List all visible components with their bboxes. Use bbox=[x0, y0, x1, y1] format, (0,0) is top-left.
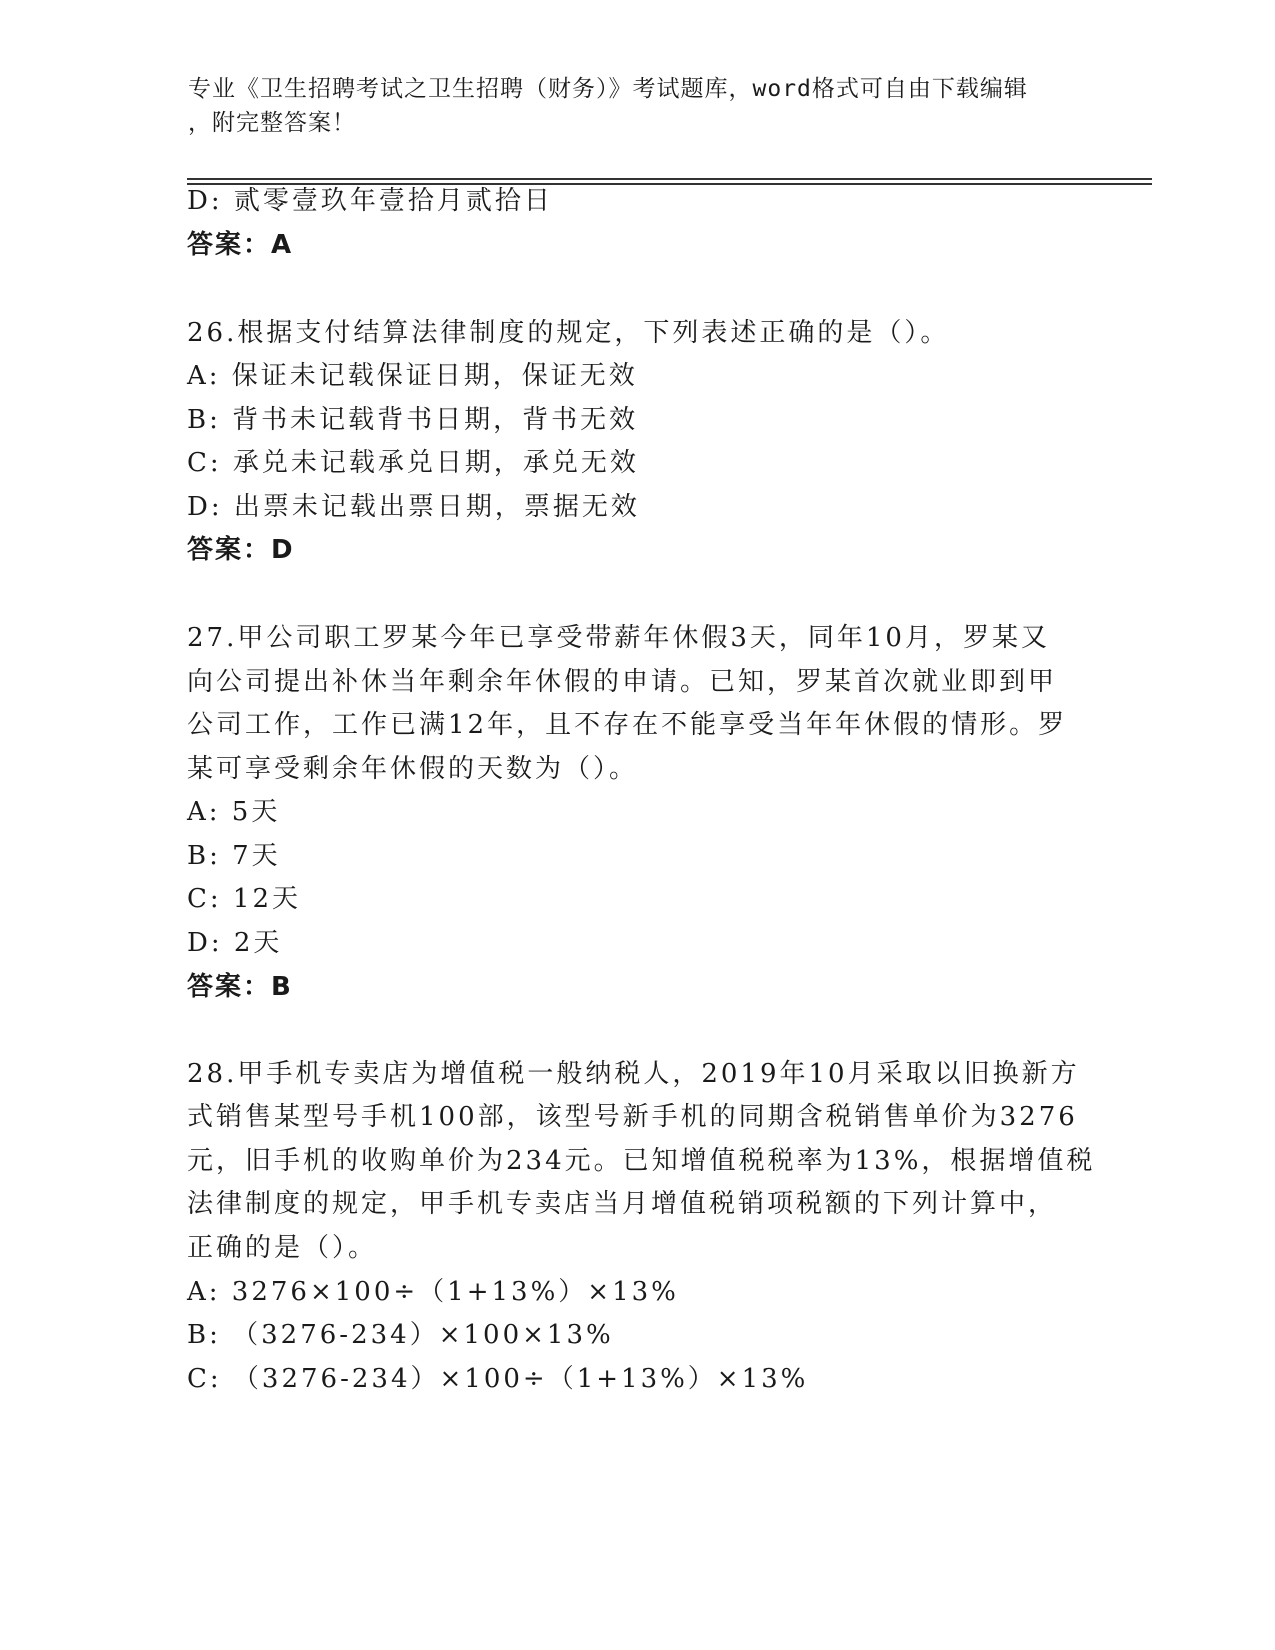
q26-answer: 答案：D bbox=[187, 535, 295, 565]
q28-option-c: C: （3276-234）×100÷（1+13%）×13% bbox=[187, 1364, 809, 1394]
q27-stem-line-2: 向公司提出补休当年剩余年休假的申请。已知，罗某首次就业即到甲 bbox=[187, 667, 1058, 697]
q28-stem-line-3: 元，旧手机的收购单价为234元。已知增值税税率为13%，根据增值税 bbox=[187, 1146, 1096, 1176]
q26-option-c: C: 承兑未记载承兑日期，承兑无效 bbox=[187, 448, 639, 478]
q27-option-d: D: 2天 bbox=[187, 928, 283, 958]
q28-option-b: B: （3276-234）×100×13% bbox=[187, 1320, 614, 1350]
q26-stem: 26.根据支付结算法律制度的规定，下列表述正确的是（）。 bbox=[187, 318, 950, 348]
q26-option-a: A: 保证未记载保证日期，保证无效 bbox=[187, 361, 638, 391]
header-rule-top bbox=[187, 178, 1152, 180]
q27-stem-line-1: 27.甲公司职工罗某今年已享受带薪年休假3天，同年10月，罗某又 bbox=[187, 623, 1050, 653]
q27-stem-line-4: 某可享受剩余年休假的天数为（）。 bbox=[187, 754, 639, 784]
q28-stem-line-2: 式销售某型号手机100部，该型号新手机的同期含税销售单价为3276 bbox=[187, 1102, 1078, 1132]
q28-stem-line-1: 28.甲手机专卖店为增值税一般纳税人，2019年10月采取以旧换新方 bbox=[187, 1059, 1080, 1089]
q26-option-b: B: 背书未记载背书日期，背书无效 bbox=[187, 405, 639, 435]
q25-option-d: D: 贰零壹玖年壹拾月贰拾日 bbox=[187, 186, 553, 216]
q27-option-b: B: 7天 bbox=[187, 841, 281, 871]
q25-answer: 答案：A bbox=[187, 230, 294, 260]
q27-stem-line-3: 公司工作，工作已满12年，且不存在不能享受当年年休假的情形。罗 bbox=[187, 710, 1068, 740]
q27-option-c: C: 12天 bbox=[187, 884, 302, 914]
q27-option-a: A: 5天 bbox=[187, 797, 281, 827]
q28-stem-line-4: 法律制度的规定，甲手机专卖店当月增值税销项税额的下列计算中， bbox=[187, 1189, 1058, 1219]
q28-stem-line-5: 正确的是（）。 bbox=[187, 1233, 378, 1263]
q26-option-d: D: 出票未记载出票日期，票据无效 bbox=[187, 492, 640, 522]
document-header: 专业《卫生招聘考试之卫生招聘（财务）》考试题库，word格式可自由下载编辑 ，附完整答案！ bbox=[188, 76, 1028, 136]
q28-option-a: A: 3276×100÷（1+13%）×13% bbox=[187, 1277, 679, 1307]
q27-answer: 答案：B bbox=[187, 972, 293, 1002]
